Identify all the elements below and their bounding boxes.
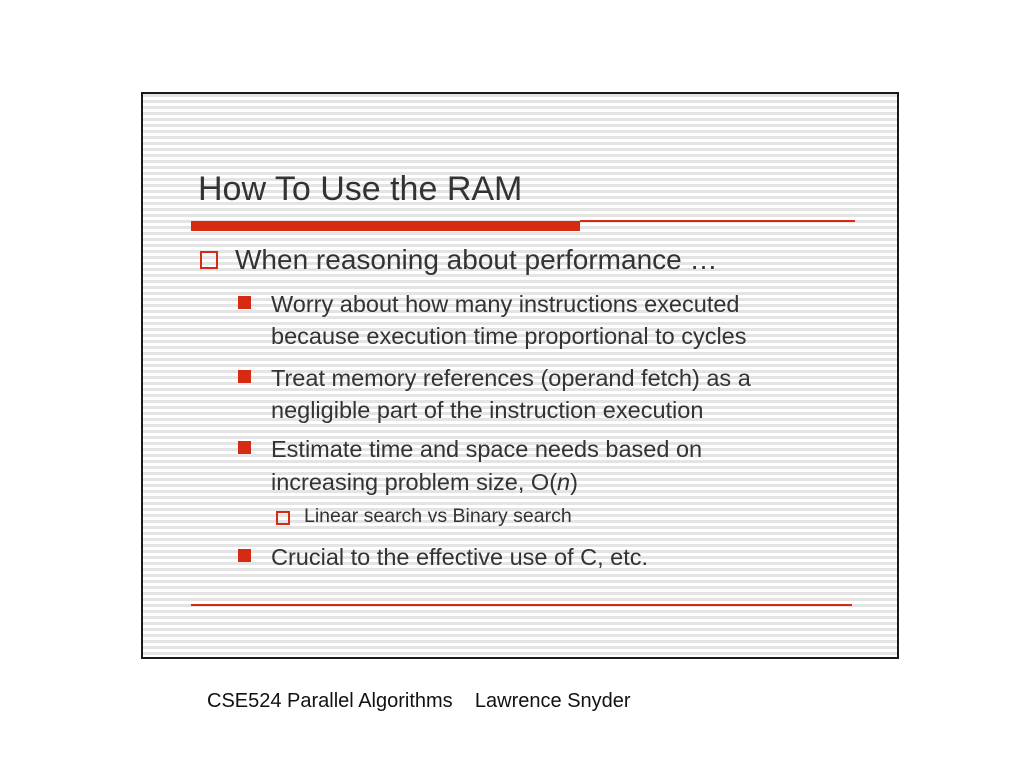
slide-title: How To Use the RAM (198, 170, 523, 208)
bullet-item-2-line-2: negligible part of the instruction execution (271, 397, 704, 423)
solid-square-bullet-icon (238, 441, 251, 454)
bullet-item-3-line-2-suffix: ) (570, 469, 578, 495)
bullet-item-1-line-1: Worry about how many instructions executed (271, 291, 740, 317)
bullet-item-4-line-1: Crucial to the effective use of C, etc. (271, 544, 649, 570)
bullet-item-1-line-2: because execution time proportional to cycles (271, 323, 747, 349)
title-underline-thick (191, 221, 580, 231)
bullet-item-3-line-2-prefix: increasing problem size, O( (271, 469, 558, 495)
bullet-item-3-line-1: Estimate time and space needs based on (271, 436, 703, 462)
solid-square-bullet-icon (238, 296, 251, 309)
title-underline-thin (580, 220, 855, 222)
solid-square-bullet-icon (238, 549, 251, 562)
slide (141, 92, 899, 659)
footer-course: CSE524 Parallel Algorithms (207, 690, 453, 712)
level1-bullet-text: When reasoning about performance … (235, 244, 718, 275)
footer (207, 690, 631, 713)
footer-author: Lawrence Snyder (474, 690, 631, 712)
hollow-square-bullet-icon (200, 251, 218, 269)
bullet-item-3-line-2 (271, 466, 578, 498)
bottom-rule (191, 604, 852, 606)
bullet-item-2-line-1: Treat memory references (operand fetch) as a (271, 365, 751, 391)
solid-square-bullet-icon (238, 370, 251, 383)
sub-bullet-text: Linear search vs Binary search (304, 505, 572, 527)
big-o-variable: n (557, 469, 571, 495)
hollow-square-sub-bullet-icon (276, 511, 290, 525)
